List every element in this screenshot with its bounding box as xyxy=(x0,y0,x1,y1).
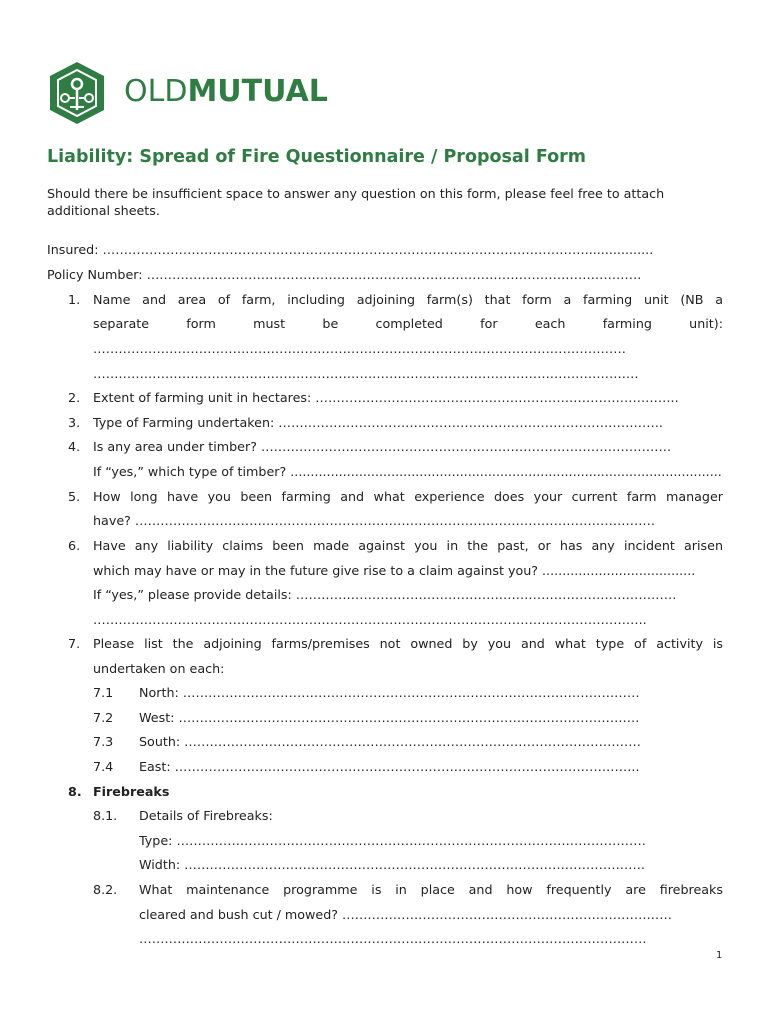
q4-field[interactable]: Is any area under timber? ……………………………………………………………………………………. xyxy=(93,439,671,454)
logo-wordmark-old: OLD xyxy=(124,74,188,109)
q2-number: 2. xyxy=(68,390,81,405)
old-mutual-logo xyxy=(44,58,364,128)
q7-number: 7. xyxy=(68,636,81,651)
policy-number-field[interactable]: Policy Number: ……………………………………………………………………………………………………… xyxy=(47,267,642,282)
q6-details-field[interactable]: If “yes,” please provide details: ……………………………………………………………………………… xyxy=(93,587,677,602)
q1-line-1: Name and area of farm, including adjoining farm(s) that form a farming unit (NB a xyxy=(93,292,723,307)
q8-heading: Firebreaks xyxy=(93,784,170,799)
q7-4-east-field[interactable]: East: ……………………………………………………………………………………………….. xyxy=(139,759,640,774)
q1-number: 1. xyxy=(68,292,81,307)
q4-sub-field[interactable]: If “yes,” which type of timber? ........................................................................................................... xyxy=(93,464,722,479)
q6-line-1: Have any liability claims been made against you in the past, or has any incident arisen xyxy=(93,538,723,553)
q8-number: 8. xyxy=(68,784,82,799)
q8-2-field-line-2[interactable]: ………………………………………………………………………………………………………… xyxy=(139,931,647,946)
q2-field[interactable]: Extent of farming unit in hectares: ………………………………………………………………………….. xyxy=(93,390,679,405)
page-number: 1 xyxy=(716,950,723,961)
q8-1-label: Details of Firebreaks: xyxy=(139,808,273,823)
q7-1-north-field[interactable]: North: ……………………………………………………………………………………………… xyxy=(139,685,640,700)
q8-1-type-field[interactable]: Type: ………………………………………………………………………………………………… xyxy=(139,833,646,848)
q6-details-line-2[interactable]: ………………………………………………………………………………………………………………….. xyxy=(93,612,647,627)
q8-1-width-field[interactable]: Width: ………………………………………………………………………………………………. xyxy=(139,857,645,872)
q7-2-west-field[interactable]: West: ………………………………………………………………………………………………. xyxy=(139,710,640,725)
q7-line-2: undertaken on each: xyxy=(93,661,225,676)
q8-2-line-1: What maintenance programme is in place and how frequently are firebreaks xyxy=(139,882,723,897)
q7-4-number: 7.4 xyxy=(93,759,114,774)
insured-field[interactable]: Insured: ……………………………………………………………………………………………………................. xyxy=(47,242,654,257)
form-title: Liability: Spread of Fire Questionnaire / Proposal Form xyxy=(47,147,586,167)
q3-number: 3. xyxy=(68,415,81,430)
q7-3-south-field[interactable]: South: ……………………………………………………………………………………………… xyxy=(139,734,641,749)
q6-number: 6. xyxy=(68,538,81,553)
q1-answer-line-1[interactable]: ……………………………………………………………………………………………………………… xyxy=(93,341,626,356)
q4-number: 4. xyxy=(68,439,81,454)
intro-line-2: additional sheets. xyxy=(47,203,160,218)
q1-line-2: separate form must be completed for each farming unit): xyxy=(93,316,723,331)
q5-number: 5. xyxy=(68,489,81,504)
q7-line-1: Please list the adjoining farms/premises not owned by you and what type of activity is xyxy=(93,636,723,651)
q5-field[interactable]: have? …………………………………………………………………………………………………………… xyxy=(93,513,656,528)
logo-wordmark-mutual: MUTUAL xyxy=(187,74,328,109)
q3-field[interactable]: Type of Farming undertaken: ………………………………………………………………………………. xyxy=(93,415,663,430)
q7-1-number: 7.1 xyxy=(93,685,114,700)
q1-answer-line-2[interactable]: ………………………………………………………………………………………………………………… xyxy=(93,366,639,381)
q8-1-number: 8.1. xyxy=(93,808,118,823)
q6-field[interactable]: which may have or may in the future give rise to a claim against you? ...................................... xyxy=(93,563,696,578)
q7-2-number: 7.2 xyxy=(93,710,114,725)
intro-line-1: Should there be insufficient space to answer any question on this form, please feel free to attach xyxy=(47,186,665,201)
q7-3-number: 7.3 xyxy=(93,734,114,749)
q5-line-1: How long have you been farming and what experience does your current farm manager xyxy=(93,489,723,504)
q8-2-field[interactable]: cleared and bush cut / mowed? …………………………………………………………………… xyxy=(139,907,672,922)
logo-wordmark xyxy=(124,72,328,112)
old-mutual-emblem-icon xyxy=(44,60,110,126)
q8-2-number: 8.2. xyxy=(93,882,118,897)
